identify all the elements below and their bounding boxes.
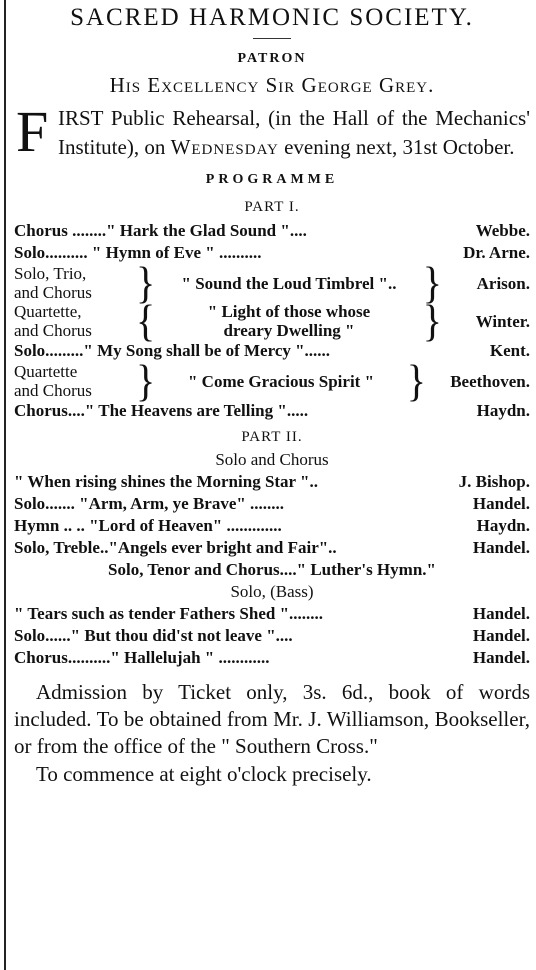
- composer: Handel.: [472, 626, 530, 645]
- programme-row: [14, 537, 530, 559]
- announcement-text-1: IRST Public Rehearsal, (in the Hall of the Mechanics' Institute), on: [58, 106, 530, 159]
- programme-row: [14, 400, 530, 422]
- patron-label: PATRON: [237, 51, 307, 66]
- composer: Kent.: [489, 341, 530, 360]
- part-1-list: [14, 220, 530, 422]
- brace-icon: }: [422, 295, 442, 346]
- announcement-text-2: evening next, 31st October.: [278, 135, 515, 159]
- commence-note: To commence at eight o'clock precisely.: [36, 762, 372, 786]
- piece-line: dreary Dwelling ": [223, 321, 355, 340]
- patron-name: His Excellency Sir George Grey.: [109, 73, 435, 97]
- voices-line: and Chorus: [14, 283, 92, 302]
- programme-row: [14, 625, 530, 647]
- advertisement: [14, 0, 530, 788]
- programme-row: [14, 647, 530, 669]
- piece-left: Hymn .. .. "Lord of Heaven" .............: [14, 516, 282, 535]
- voices: [14, 362, 132, 400]
- composer: Haydn.: [476, 516, 530, 535]
- piece-left: " When rising shines the Morning Star "..: [14, 472, 318, 491]
- announcement: [14, 99, 530, 164]
- piece-title: " Sound the Loud Timbrel "..: [181, 273, 397, 293]
- composer: Webbe.: [475, 221, 530, 240]
- piece-left: Solo....... "Arm, Arm, ye Brave" ........: [14, 494, 285, 513]
- announcement-day: Wednesday: [170, 135, 279, 159]
- part-2-list-a: [14, 471, 530, 559]
- brace-icon: }: [422, 257, 442, 308]
- composer: Dr. Arne.: [463, 243, 530, 262]
- composer: Handel.: [472, 538, 530, 557]
- piece-left: Solo......" But thou did'st not leave "....: [14, 626, 293, 645]
- piece-title: " Come Gracious Spirit ": [187, 371, 375, 391]
- piece-left: Solo.......... " Hymn of Eve " ..........: [14, 243, 262, 262]
- piece-title: [159, 302, 419, 340]
- piece-left: Chorus ........" Hark the Glad Sound "....: [14, 221, 307, 240]
- part-1-heading: PART I.: [244, 199, 300, 215]
- composer: J. Bishop.: [458, 472, 530, 491]
- luther-hymn-line: Solo, Tenor and Chorus...." Luther's Hymn.": [108, 560, 436, 579]
- composer: Handel.: [472, 604, 530, 623]
- brace-icon: }: [136, 355, 156, 406]
- voices-line: Quartette: [14, 362, 78, 381]
- brace-icon: }: [406, 355, 426, 406]
- programme-row: [14, 340, 530, 362]
- drop-cap: F: [16, 99, 49, 164]
- programme-row: [14, 471, 530, 493]
- title-divider: [253, 38, 291, 39]
- brace-icon: }: [136, 257, 156, 308]
- voices-line: and Chorus: [14, 381, 92, 400]
- programme-row: [14, 242, 530, 264]
- programme-row: [14, 493, 530, 515]
- piece-left: Chorus.........." Hallelujah " ............: [14, 648, 270, 667]
- solo-and-chorus-subhead: Solo and Chorus: [215, 450, 329, 469]
- composer: Haydn.: [476, 401, 530, 420]
- piece-left: Chorus...." The Heavens are Telling ".....: [14, 401, 309, 420]
- society-title: SACRED HARMONIC SOCIETY.: [70, 4, 474, 31]
- piece-left: Solo........." My Song shall be of Mercy "......: [14, 341, 331, 360]
- composer: Beethoven.: [450, 371, 530, 391]
- admission-note: Admission by Ticket only, 3s. 6d., book of words included. To be obtained from Mr. J. Williamson, Bookseller, or from the office of the " Southern Cross.": [14, 680, 530, 758]
- composer: Handel.: [472, 494, 530, 513]
- voices-line: Quartette,: [14, 302, 82, 321]
- composer: Arison.: [476, 273, 530, 293]
- part-2-heading: PART II.: [241, 429, 303, 445]
- voices-line: and Chorus: [14, 321, 92, 340]
- programme-heading: PROGRAMME: [205, 172, 339, 187]
- piece-line: " Light of those whose: [207, 302, 371, 321]
- voices: [14, 264, 132, 302]
- composer: Handel.: [472, 648, 530, 667]
- programme-group: [14, 257, 530, 308]
- composer: Winter.: [475, 311, 530, 331]
- programme-row: [14, 515, 530, 537]
- brace-icon: {: [136, 295, 156, 346]
- part-2-list-b: [14, 603, 530, 669]
- piece-left: Solo, Treble.."Angels ever bright and Fair"..: [14, 538, 337, 557]
- programme-row: [14, 603, 530, 625]
- column-rule: [4, 0, 6, 970]
- programme-group: [14, 355, 530, 406]
- voices-line: Solo, Trio,: [14, 264, 87, 283]
- programme-group: [14, 295, 530, 346]
- programme-row: [14, 220, 530, 242]
- solo-bass-subhead: Solo, (Bass): [230, 582, 314, 601]
- piece-left: " Tears such as tender Fathers Shed "........: [14, 604, 324, 623]
- voices: [14, 302, 132, 340]
